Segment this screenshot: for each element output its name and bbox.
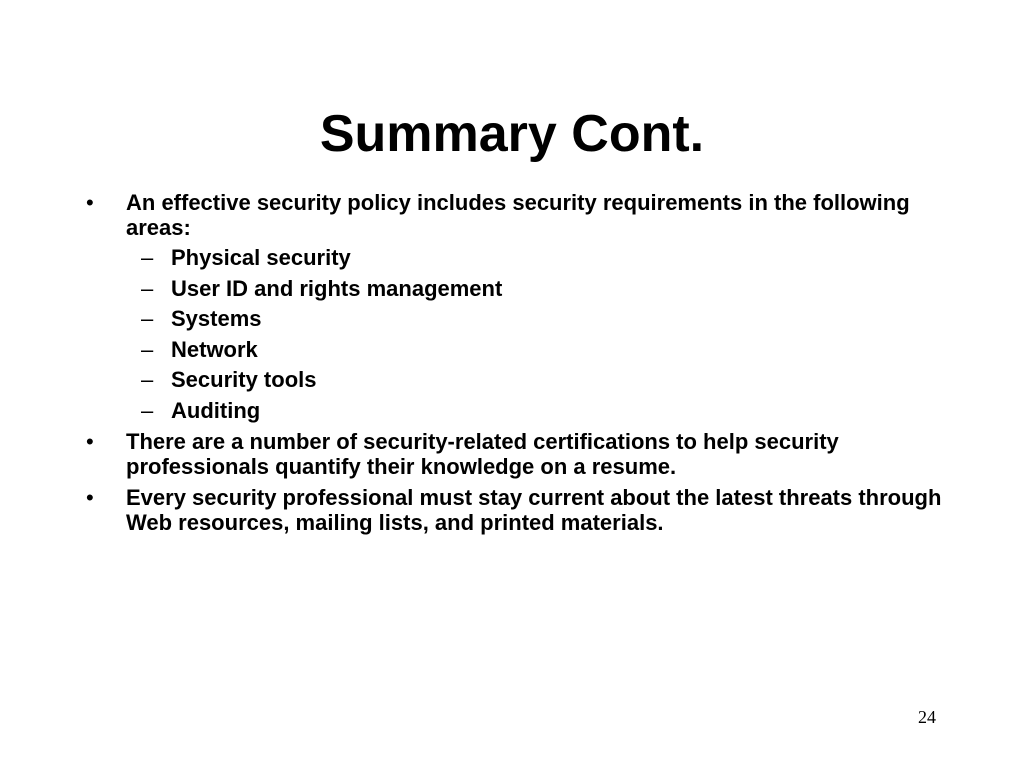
bullet-item [86, 429, 946, 479]
sub-bullet-text: Systems [171, 306, 262, 331]
dash-icon: – [141, 306, 154, 331]
bullet-icon: • [86, 428, 94, 454]
sub-bullet-item [126, 367, 946, 392]
sub-bullet-text: Physical security [171, 245, 351, 270]
sub-bullet-text: Network [171, 336, 258, 362]
sub-bullet-list [126, 245, 946, 423]
dash-icon: – [141, 245, 154, 270]
bullet-text: There are a number of security-related certifications to help security professionals quantify their knowledge on a resume. [126, 428, 839, 479]
sub-bullet-text: Auditing [171, 397, 261, 423]
sub-bullet-item [126, 276, 946, 301]
dash-icon: – [141, 367, 154, 392]
bullet-icon: • [86, 190, 94, 215]
sub-bullet-item [126, 337, 946, 362]
sub-bullet-item [126, 306, 946, 331]
bullet-icon: • [86, 484, 94, 510]
dash-icon: – [141, 275, 154, 301]
sub-bullet-item [126, 398, 946, 423]
sub-bullet-text: User ID and rights management [171, 275, 503, 301]
sub-bullet-item [126, 245, 946, 270]
page-number: 24 [918, 707, 936, 727]
slide-body [86, 190, 946, 541]
dash-icon: – [141, 336, 154, 362]
bullet-text: Every security professional must stay current about the latest threats through Web resources, mailing lists, and printed materials. [126, 484, 942, 535]
dash-icon: – [141, 397, 154, 423]
bullet-text: An effective security policy includes security requirements in the following areas: [126, 190, 910, 240]
bullet-item [86, 485, 946, 535]
slide-title: Summary Cont. [319, 105, 705, 163]
sub-bullet-text: Security tools [171, 367, 317, 392]
bullet-item [86, 190, 946, 423]
